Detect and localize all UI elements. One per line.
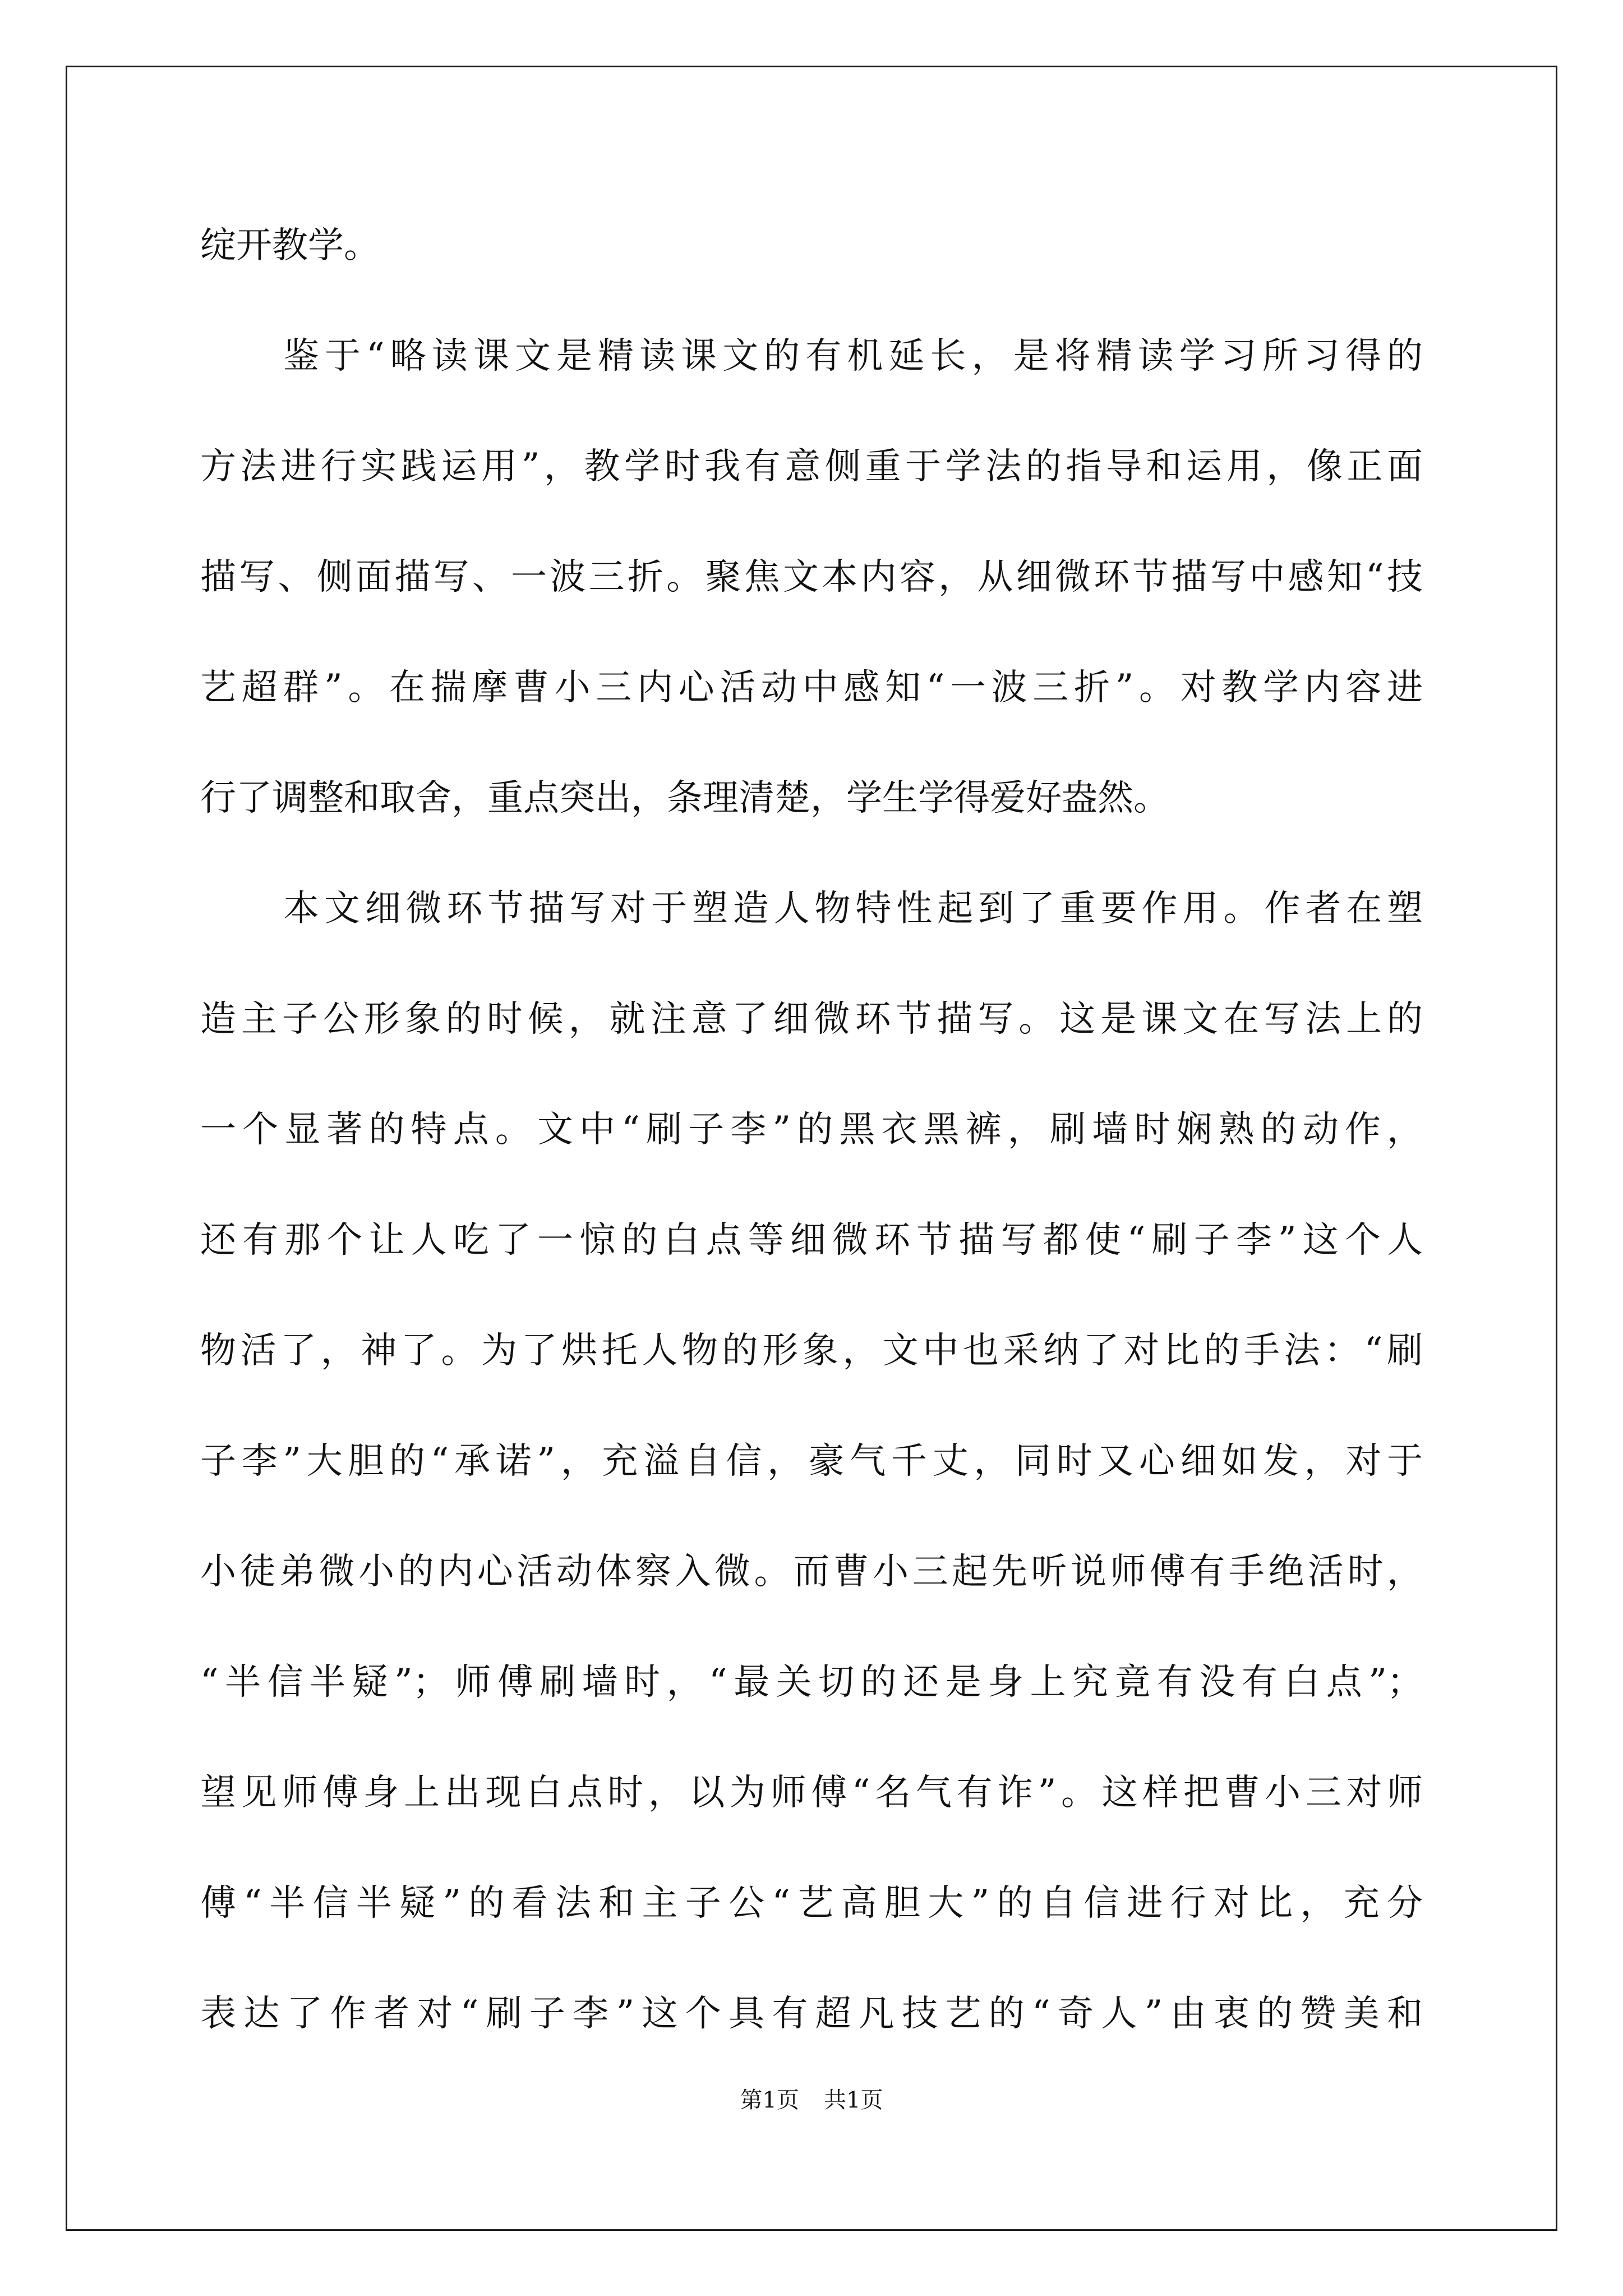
text-line: 傅“半信半疑”的看法和主子公“艺高胆大”的自信进行对比，充分 xyxy=(200,1883,1423,1924)
text-line: 鉴于“略读课文是精读课文的有机延长，是将精读学习所习得的 xyxy=(283,335,1423,377)
text-line: 小徒弟微小的内心活动体察入微。而曹小三起先听说师傅有手绝活时， xyxy=(200,1551,1423,1593)
document-body xyxy=(200,219,1423,2097)
page-footer xyxy=(0,2085,1623,2116)
text-line: 一个显著的特点。文中“刷子李”的黑衣黑裤，刷墙时娴熟的动作， xyxy=(200,1109,1423,1151)
page-total: 共1页 xyxy=(824,2087,883,2113)
text-line: 绽开教学。 xyxy=(200,225,380,266)
text-line: 还有那个让人吃了一惊的白点等细微环节描写都使“刷子李”这个人 xyxy=(200,1220,1423,1261)
text-line: 子李”大胆的“承诺”，充溢自信，豪气千丈，同时又心细如发，对于 xyxy=(200,1441,1423,1482)
text-line: 望见师傅身上出现白点时，以为师傅“名气有诈”。这样把曹小三对师 xyxy=(200,1772,1423,1814)
text-line: 造主子公形象的时候，就注意了细微环节描写。这是课文在写法上的 xyxy=(200,999,1423,1040)
text-line: 表达了作者对“刷子李”这个具有超凡技艺的“奇人”由衷的赞美和 xyxy=(200,1993,1423,2035)
text-line: 行了调整和取舍，重点突出，条理清楚，学生学得爱好盎然。 xyxy=(200,777,1169,819)
text-line: “半信半疑”；师傅刷墙时，“最关切的还是身上究竟有没有白点”； xyxy=(200,1662,1423,1703)
text-line: 描写、侧面描写、一波三折。聚焦文本内容，从细微环节描写中感知“技 xyxy=(200,556,1423,598)
text-line: 艺超群”。在揣摩曹小三内心活动中感知“一波三折”。对教学内容进 xyxy=(200,667,1423,708)
page-number: 第1页 xyxy=(740,2087,799,2113)
text-line: 物活了，神了。为了烘托人物的形象，文中也采纳了对比的手法：“刷 xyxy=(200,1330,1423,1372)
text-line: 方法进行实践运用”，教学时我有意侧重于学法的指导和运用，像正面 xyxy=(200,446,1423,487)
text-line: 本文细微环节描写对于塑造人物特性起到了重要作用。作者在塑 xyxy=(283,888,1423,930)
